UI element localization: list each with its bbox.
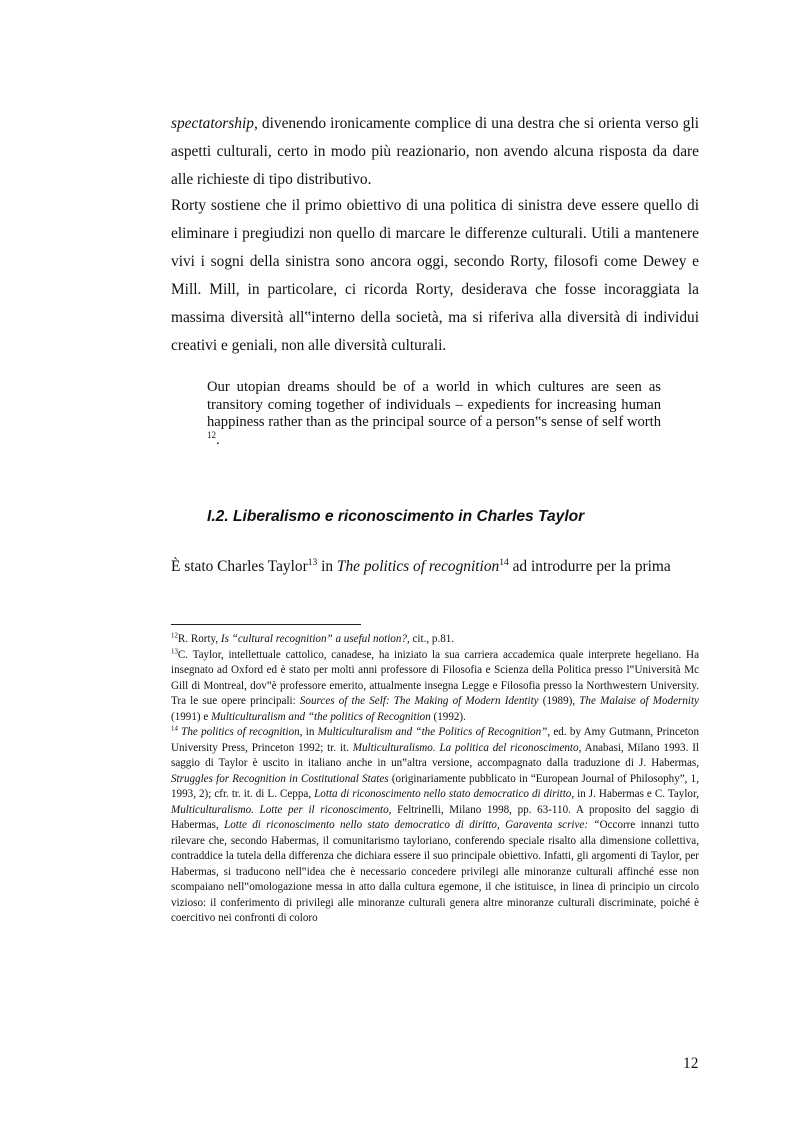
footnote-title: Lotte di riconoscimento nello stato democratico di diritto, Garaventa scrive: “ <box>224 819 600 831</box>
footnote-title: The politics of recognition <box>181 726 300 738</box>
block-quote <box>207 379 661 449</box>
footnote-text: C. Taylor, intellettuale cattolico, canadese, ha iniziato la sua carriera accademica quale interprete hegeliano. Ha insegnato ad Oxford ed è stato per molti anni professore di Filosofia e Scienza della Politica presso l‟Università Mc Gill di Montreal, dov‟è professore emerito, attualmente insegna Legge e Filosofia presso la Northwestern University. Tra le sue opere principali: <box>171 648 699 707</box>
footnote-text: , ed. by Amy Gutmann, Princeton University Press, Princeton 1992; tr. it. <box>171 726 699 754</box>
footnote-title: Multiculturalism and “the politics of Recognition <box>211 710 431 723</box>
footnote-text: (1991) e <box>171 710 212 723</box>
footnote-title: Multiculturalismo. Lotte per il riconoscimento <box>171 803 389 816</box>
footnote-number: 14 <box>171 725 178 733</box>
footnote-14 <box>171 725 699 927</box>
footnote-text: Occorre innanzi tutto rilevare che, secondo Habermas, il comunitarismo tayloriano, conferendo speciale risalto alla dimensione collettiva, contraddice la tutela della differenza che dichiara essere il suo principale obiettivo. Infatti, gli argomenti di Taylor, per Habermas, si traducono nell‟idea che è necessario concedere privilegi alle minoranze culturali affinché esse non scompaiano nell‟omologazione messa in atto dalla cultura egemone, il che istituisce, in linea di principio un circolo vizioso: il conferimento di privilegi alle minoranze culturali genera altre minoranze culturali discriminate, poiché è coercitivo nei confronti di coloro <box>171 819 699 924</box>
footnote-text: , in J. Habermas e C. Taylor, <box>571 788 699 800</box>
paragraph-rorty <box>171 192 699 360</box>
footnote-ref-13[interactable]: 13 <box>307 556 318 568</box>
footnote-ref-12[interactable]: 12 <box>207 429 217 440</box>
intro-text: È stato Charles Taylor <box>171 558 308 575</box>
paragraph-continuation <box>171 110 699 194</box>
footnote-separator <box>171 624 361 625</box>
italic-term: spectatorship <box>171 115 254 132</box>
footnote-text: , Feltrinelli, Milano 1998, pp. 63-110. A proposito del saggio di Habermas, <box>171 803 699 831</box>
footnote-number: 12 <box>171 632 178 640</box>
work-title: The politics of recognition <box>336 558 500 575</box>
paragraph-text: Rorty sostiene che il primo obiettivo di una politica di sinistra deve essere quello di eliminare i pregiudizi non quello di marcare le differenze culturali. Utili a mantenere vivi i sogni della sinistra sono ancora oggi, secondo Rorty, filosofi come Dewey e Mill. Mill, in particolare, ci ricorda Rorty, desiderava che fosse incoraggiata la massima diversità all‟interno della società, ma si riferiva alla diversità di individui creativi e geniali, non alle diversità culturali. <box>171 197 699 354</box>
footnote-title: The Malaise of Modernity <box>579 695 699 707</box>
quote-end: . <box>216 431 220 448</box>
footnote-text: (1989), <box>538 695 580 707</box>
quote-text: Our utopian dreams should be of a world in which cultures are seen as transitory coming together of individuals – expedients for increasing human happiness rather than as the principal source of a person‟s sense of self worth <box>207 379 661 430</box>
footnote-text: , Anabasi, Milano 1993. Il saggio di Taylor è uscito in italiano anche in un‟altra versione, accompagnato dalla traduzione di J. Habermas, <box>171 741 699 769</box>
paragraph-intro <box>171 555 699 579</box>
footnote-text: (1992). <box>430 710 466 723</box>
footnote-title: Struggles for Recognition in Costitutional States <box>171 772 389 785</box>
footnote-title: Lotta di riconoscimento nello stato democratico di diritto <box>314 788 572 800</box>
footnote-12 <box>171 632 699 648</box>
footnote-text: R. Rorty, <box>177 633 221 645</box>
intro-text: ad introdurre per la prima <box>508 558 671 575</box>
footnote-title: Is “cultural recognition” a useful notion? <box>220 633 407 645</box>
footnote-13 <box>171 648 699 726</box>
intro-text: in <box>317 558 337 575</box>
footnote-text: , cit., p.81. <box>406 633 455 645</box>
footnote-title: Multiculturalismo. La politica del riconoscimento <box>352 741 579 754</box>
footnote-number: 13 <box>171 647 178 655</box>
page-number: 12 <box>683 1055 699 1072</box>
footnotes <box>171 632 699 927</box>
footnote-text: , in <box>299 726 318 738</box>
footnote-title: Sources of the Self: The Making of Modern Identity <box>299 695 539 707</box>
footnote-title: Multiculturalism and “the Politics of Recognition” <box>317 726 548 738</box>
footnote-text: (originariamente pubblicato in “European Journal of Philosophy”, 1, 1993, 2); cfr. tr. it. di L. Ceppa, <box>171 772 699 800</box>
section-heading: I.2. Liberalismo e riconoscimento in Charles Taylor <box>207 508 585 525</box>
footnote-ref-14[interactable]: 14 <box>499 556 509 568</box>
paragraph-text: , divenendo ironicamente complice di una destra che si orienta verso gli aspetti culturali, certo in modo più reazionario, non avendo alcuna risposta da dare alle richieste di tipo distributivo. <box>171 115 699 188</box>
